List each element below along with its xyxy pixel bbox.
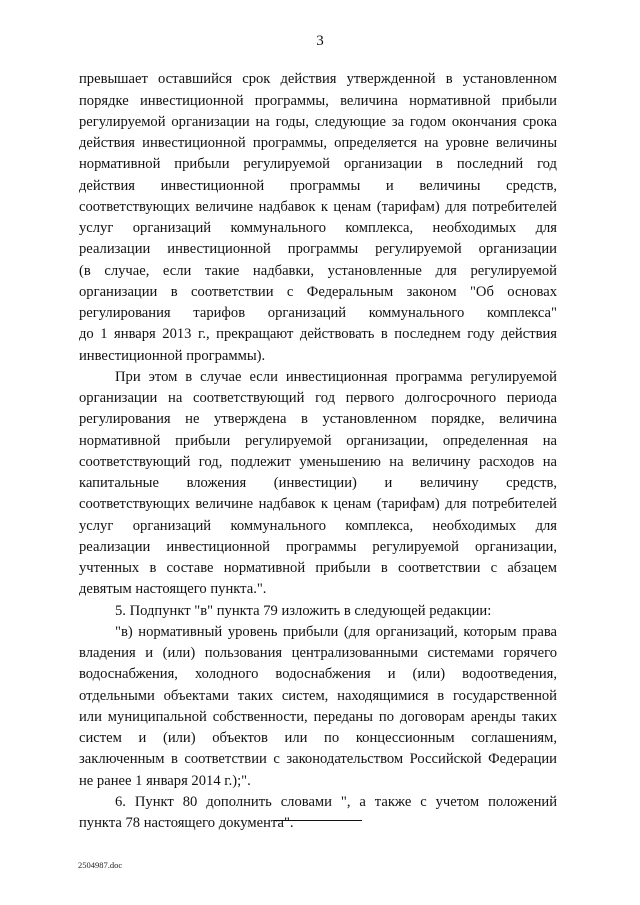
text-line: реализации инвестиционной программы регулируемой организации, [79, 539, 557, 555]
text-line: соответствующий год, подлежит уменьшению на величину расходов на [79, 454, 557, 470]
text-line: услуг организаций коммунального комплекса, необходимых для [79, 518, 557, 534]
text-line: или муниципальной собственности, переданы по договорам аренды таких [79, 709, 557, 725]
text-line: действия инвестиционной программы, определяется на уровне величины [79, 135, 557, 151]
text-line: регулирования не утверждена в установленном порядке, величина [79, 411, 557, 427]
text-line: заключенным в соответствии с законодательством Российской Федерации [79, 751, 557, 767]
text-line: соответствующих величине надбавок к ценам (тарифам) для потребителей [79, 496, 557, 512]
text-line: инвестиционной программы). [79, 348, 266, 364]
page-number: 3 [316, 33, 324, 49]
text-line: действия инвестиционной программы и величины средств, [79, 178, 557, 194]
text-line: 5. Подпункт "в" пункта 79 изложить в следующей редакции: [115, 603, 492, 619]
text-line: регулируемой организации на годы, следующие за годом окончания срока [79, 114, 557, 130]
text-line: организации на соответствующий год первого долгосрочного периода [79, 390, 557, 406]
text-line: превышает оставшийся срок действия утвержденной в установленном [79, 71, 557, 87]
text-line: учтенных в составе нормативной прибыли в соответствии с абзацем [79, 560, 557, 576]
footer-file-name: 2504987.doc [78, 860, 123, 870]
text-line: нормативной прибыли регулируемой организации, определенная на [79, 433, 557, 449]
text-line: капитальные вложения (инвестиции) и величину средств, [79, 475, 557, 491]
text-line: владения и (или) пользования централизованными системами горячего [79, 645, 557, 661]
text-line: (в случае, если такие надбавки, установленные для регулируемой [79, 263, 557, 279]
separator-line [274, 820, 362, 821]
text-line: "в) нормативный уровень прибыли (для организаций, которым права [115, 624, 557, 640]
text-line: девятым настоящего пункта.". [79, 581, 267, 597]
text-line: 6. Пункт 80 дополнить словами ", а также с учетом положений [115, 794, 557, 810]
text-line: порядке инвестиционной программы, величина нормативной прибыли [79, 93, 557, 109]
text-line: реализации инвестиционной программы регулируемой организации [79, 241, 557, 257]
text-line: не ранее 1 января 2014 г.);". [79, 773, 251, 789]
text-line: отдельными объектами таких систем, находящимися в государственной [79, 688, 557, 704]
text-line: При этом в случае если инвестиционная программа регулируемой [115, 369, 557, 385]
text-line: пункта 78 настоящего документа". [79, 815, 294, 831]
text-line: услуг организаций коммунального комплекса, необходимых для [79, 220, 557, 236]
text-line: регулирования тарифов организаций коммунального комплекса" [79, 305, 557, 321]
text-line: систем и (или) объектов или по концессионным соглашениям, [79, 730, 557, 746]
text-line: до 1 января 2013 г., прекращают действовать в последнем году действия [79, 326, 557, 342]
text-line: организации в соответствии с Федеральным законом "Об основах [79, 284, 557, 300]
text-line: водоснабжения, холодного водоснабжения и (или) водоотведения, [79, 666, 557, 682]
text-line: соответствующих величине надбавок к ценам (тарифам) для потребителей [79, 199, 557, 215]
text-line: нормативной прибыли регулируемой организации в последний год [79, 156, 557, 172]
